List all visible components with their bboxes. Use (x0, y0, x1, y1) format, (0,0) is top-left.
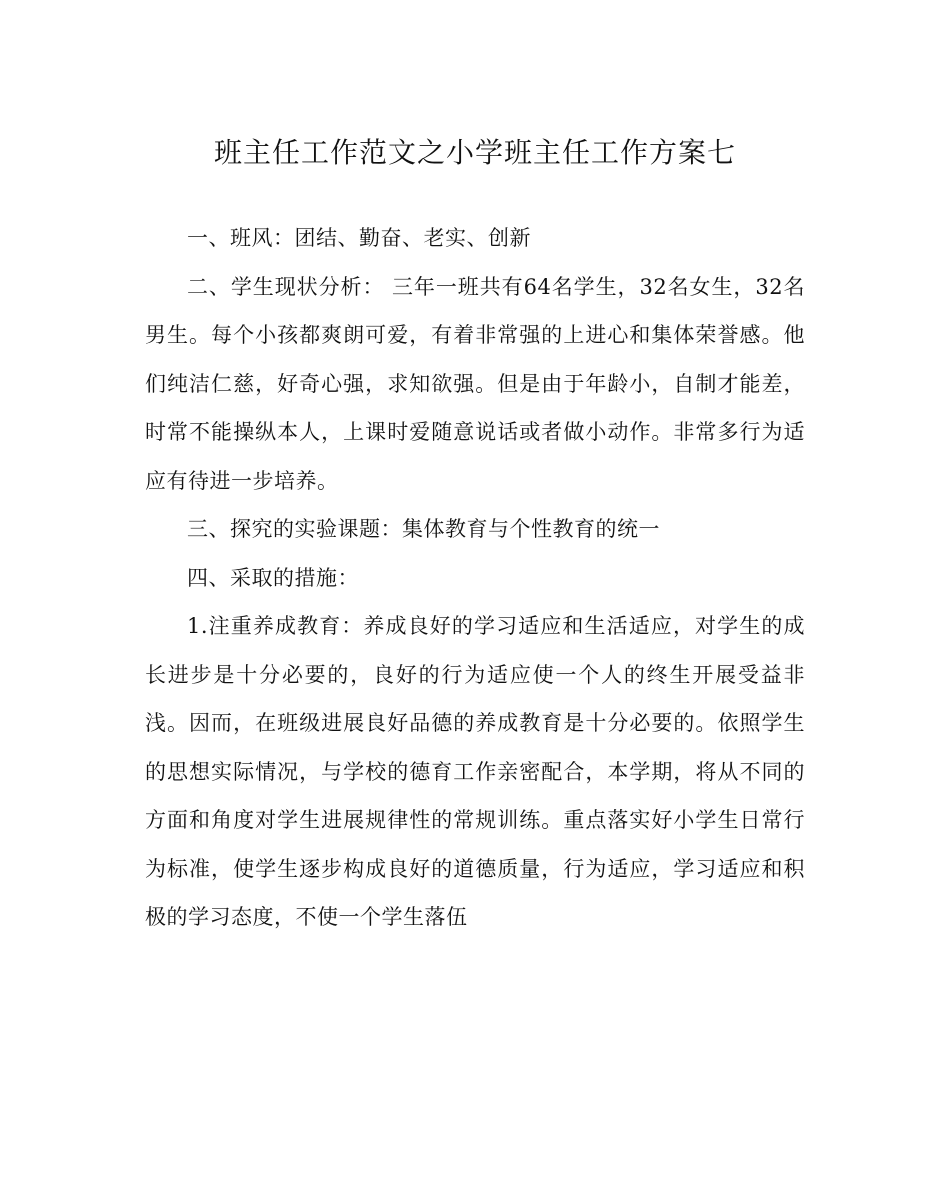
document-title: 班主任工作范文之小学班主任工作方案七 (213, 136, 736, 169)
document-body (145, 214, 805, 942)
paragraph-measures-heading: 四、采取的措施： (187, 565, 359, 590)
paragraph-habit-education: 1.注重养成教育：养成良好的学习适应和生活适应，对学生的成长进步是十分必要的，良好的行为适应使一个人的终生开展受益非浅。因而，在班级进展良好品德的养成教育是十分必要的。依照学生的思想实际情况，与学校的德育工作亲密配合，本学期，将从不同的方面和角度对学生进展规律性的常规训练。重点落实好小学生日常行为标准，使学生逐步构成良好的道德质量，行为适应，学习适应和积极的学习态度，不使一个学生落伍 (145, 614, 805, 929)
paragraph-class-style: 一、班风：团结、勤奋、老实、创新 (187, 226, 531, 250)
paragraph-student-analysis: 二、学生现状分析： 三年一班共有64名学生，32名女生，32名男生。每个小孩都爽朗可爱，有着非常强的上进心和集体荣誉感。他们纯洁仁慈，好奇心强，求知欲强。但是由于年龄小，自制才能差，时常不能操纵本人，上课时爱随意说话或者做小动作。非常多行为适应有待进一步培养。 (145, 274, 805, 493)
paragraph-research-topic: 三、探究的实验课题：集体教育与个性教育的统一 (187, 517, 660, 541)
